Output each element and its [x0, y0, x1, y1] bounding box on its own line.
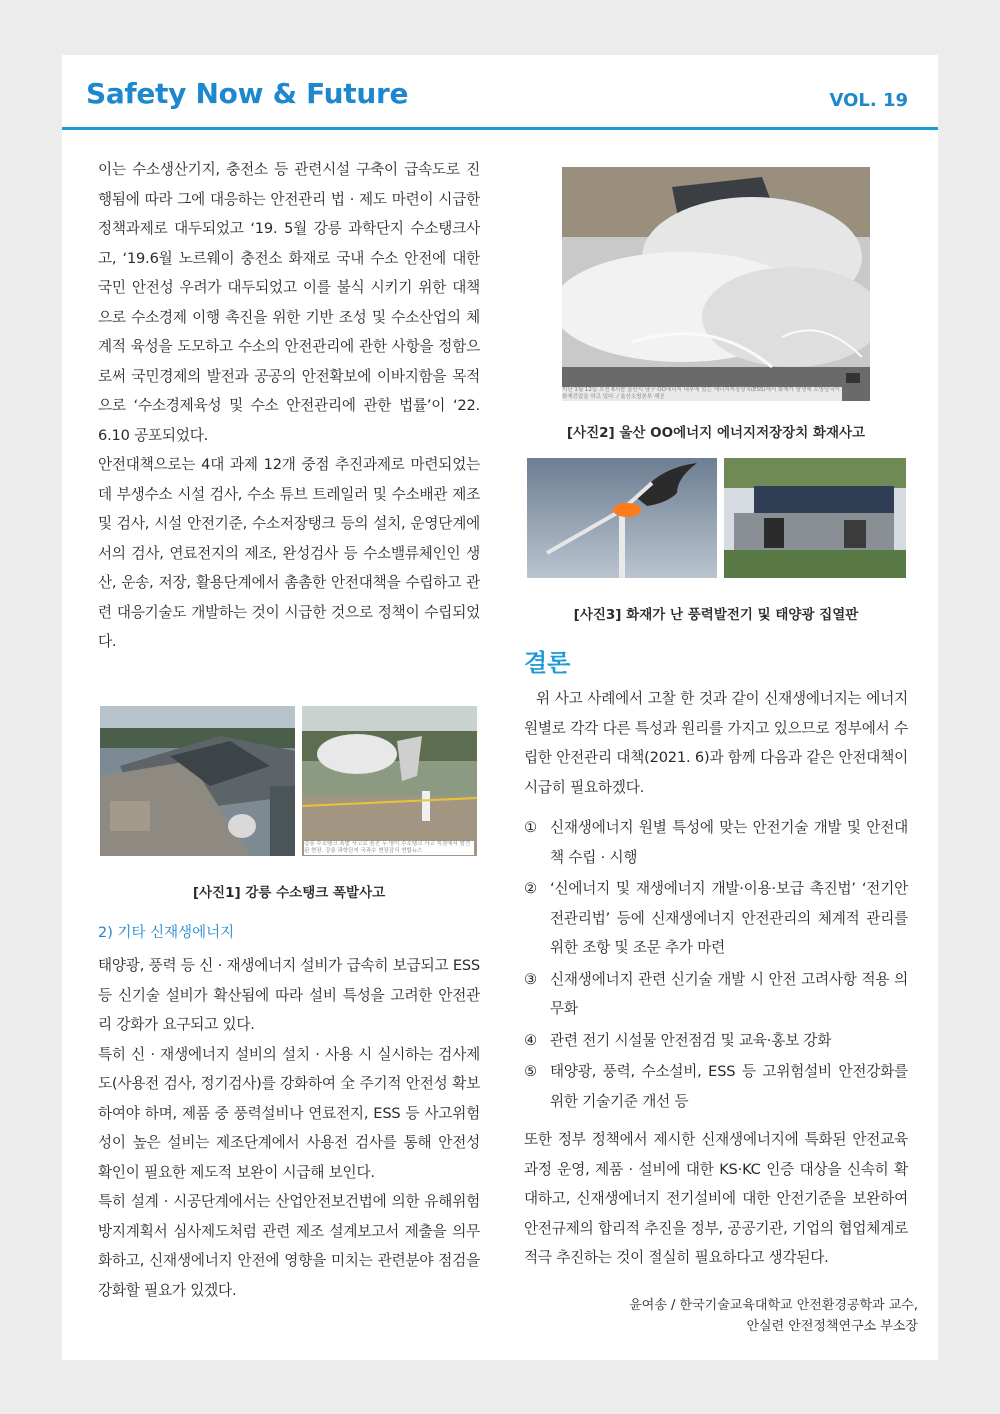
section-subheading: 2) 기타 신재생에너지 [98, 925, 235, 941]
paragraph: 이는 수소생산기지, 충전소 등 관련시설 구축이 급속도로 진행됨에 따라 그에 대응하는 안전관리 법 · 제도 마련이 시급한 정책과제로 대두되었고 ‘19. 5월 강릉 과학단지 수소탱크사고, ‘19.6월 노르웨이 충전소 화재로 국내 수소 안전에 대한 국민 안전성 우려가 대두되었고 이를 불식 시키기 위한 대책으로 수소경제 이행 촉진을 위한 기반 조성 및 수소산업의 체계적 육성을 도모하고 수소의 안전관리에 관한 사항을 정함으로써 국민경제의 발전과 공공의 안전확보에 이바지함을 목적으로 ‘수소경제육성 및 수소 안전관리에 관한 법률’이 ‘22. 6.10 공포되었다. [98, 161, 480, 444]
magazine-title: Safety Now & Future [86, 77, 409, 110]
list-text: 신재생에너지 원별 특성에 맞는 안전기술 개발 및 안전대책 수립 · 시행 [550, 819, 908, 866]
paragraph: 또한 정부 정책에서 제시한 신재생에너지에 특화된 안전교육 과정 운영, 제품 · 설비에 대한 KS·KC 인증 대상을 신속히 확대하고, 신재생에너지 전기설비에 대한 안전기준을 보완하여 안전규제의 합리적 추진을 정부, 공공기관, 기업의 협업체계로 적극 추진하는 것이 절실히 필요하다고 생각된다. [524, 1131, 908, 1266]
list-text: 태양광, 풍력, 수소설비, ESS 등 고위험설비 안전강화를 위한 기술기준 개선 등 [550, 1063, 908, 1110]
left-body-2 [98, 951, 480, 1305]
author-credit [629, 1295, 918, 1337]
paragraph: 특히 신 · 재생에너지 설비의 설치 · 사용 시 실시하는 검사제도(사용전 검사, 정기검사)를 강화하여 全 주기적 안전성 확보하여야 하며, 제품 중 풍력설비나 연료전지, ESS 등 사고위험성이 높은 설비는 제조단계에서 사용전 검사를 통해 안전성 확인이 필요한 제도적 보완이 시급해 보인다. [98, 1045, 480, 1181]
photo1-caption: [사진1] 강릉 수소탱크 폭발사고 [192, 885, 386, 901]
paragraph: 안전대책으로는 4대 과제 12개 중점 추진과제로 마련되었는데 부생수소 시설 검사, 수소 튜브 트레일러 및 수소배관 제조 및 검사, 시설 안전기준, 수소저장탱크 등의 설치, 운영단계에서의 검사, 연료전지의 제조, 완성검사 등 수소밸류체인인 생산, 운송, 저장, 활용단계에서 촘촘한 안전대책을 수립하고 관련 대응기술도 개발하는 것이 시급한 것으로 정책이 수립되었다. [98, 456, 480, 650]
author-line: 윤여송 / 한국기술교육대학교 안전환경공학과 교수, [629, 1298, 918, 1313]
photo2-caption: [사진2] 울산 OO에너지 에너지저장장치 화재사고 [566, 425, 866, 441]
solar-panel-fire-photo [724, 458, 906, 578]
recommendations-list [524, 813, 908, 1118]
ess-fire-photo [562, 167, 870, 401]
list-item [524, 813, 908, 872]
list-text: ‘신에너지 및 재생에너지 개발·이용·보급 촉진법’ ‘전기안전관리법’ 등에 신재생에너지 안전관리의 체계적 관리를 위한 조항 및 조문 추가 마련 [550, 880, 908, 956]
photo3-caption: [사진3] 화재가 난 풍력발전기 및 태양광 집열판 [573, 607, 859, 623]
list-item [524, 874, 908, 963]
list-text: 신재생에너지 관련 신기술 개발 시 안전 고려사항 적용 의무화 [550, 970, 908, 1017]
photo1-small-caption: 강릉 수소탱크 폭발 사고로 숨진 두 명이 수소탱크 사고 지점에서 발견된 현장. 강릉 과학단지 국과수 현장감식 연합뉴스 [304, 841, 474, 855]
gangneung-site-photo [100, 706, 295, 856]
list-number: ③ [524, 970, 537, 988]
volume-number: VOL. 19 [829, 90, 908, 111]
conclusion-heading: 결론 [524, 649, 571, 677]
list-item [524, 965, 908, 1024]
list-number: ① [524, 819, 537, 836]
paragraph: 특히 설계 · 시공단계에서는 산업안전보건법에 의한 유해위험방지계획서 심사제도처럼 관련 제조 설계보고서 제출을 의무화하고, 신재생에너지 안전에 영향을 미치는 관련분야 점검을 강화할 필요가 있겠다. [98, 1193, 480, 1299]
photo2-small-caption: 지난 1월 12일 오전 6시쯤 울산시 남구 OO에너지 내부에 있는 에너지저장장치(ESS)에서 화재가 발생해 소방당국이 화재진압을 하고 있다. / 울산소방본부 제공 [562, 387, 842, 401]
paragraph: 태양광, 풍력 등 신 · 재생에너지 설비가 급속히 보급되고 ESS 등 신기술 설비가 확산됨에 따라 설비 특성을 고려한 안전관리 강화가 요구되고 있다. [98, 957, 480, 1033]
list-text: 관련 전기 시설물 안전점검 및 교육·홍보 강화 [550, 1031, 832, 1049]
paragraph: 위 사고 사례에서 고찰 한 것과 같이 신재생에너지는 에너지원별로 각각 다른 특성과 원리를 가지고 있으므로 정부에서 수립한 안전관리 대책(2021. 6)과 함께 다음과 같은 안전대책이 시급히 필요하겠다. [524, 690, 908, 796]
wind-turbine-fire-photo [527, 458, 717, 578]
conclusion-intro [524, 684, 908, 802]
page [62, 55, 938, 1360]
list-number: ⑤ [524, 1063, 537, 1080]
list-item [524, 1026, 908, 1056]
list-number: ④ [524, 1031, 537, 1049]
list-item [524, 1057, 908, 1116]
header [62, 55, 938, 130]
author-line: 안실련 안전정책연구소 부소장 [746, 1319, 918, 1334]
hydrogen-tank-debris-photo [302, 706, 477, 856]
closing-paragraph [524, 1125, 908, 1273]
left-body [98, 155, 480, 657]
list-number: ② [524, 880, 537, 897]
